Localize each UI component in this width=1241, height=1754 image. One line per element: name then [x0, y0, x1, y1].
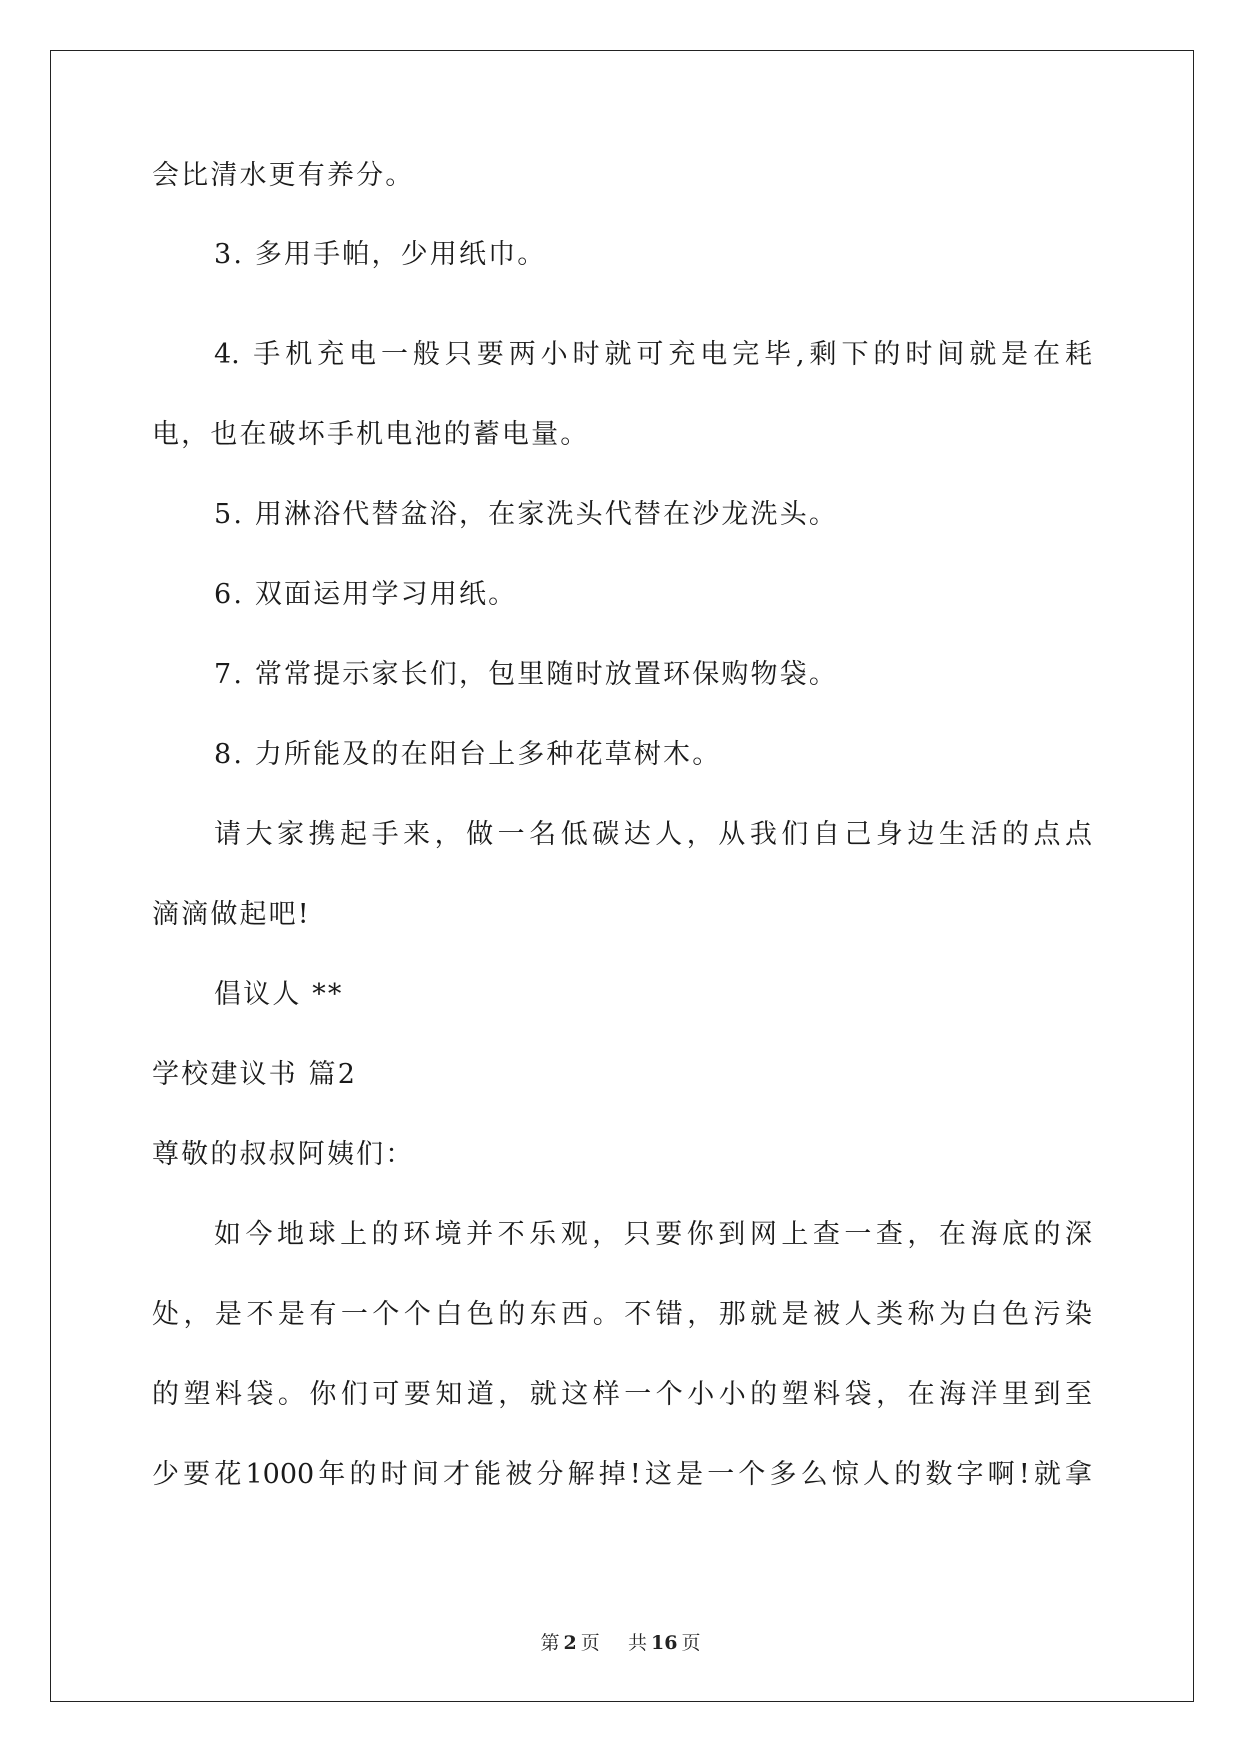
text-line-16: 的塑料袋。你们可要知道，就这样一个小小的塑料袋，在海洋里到至 — [152, 1379, 1092, 1410]
text-line-5: 5. 用淋浴代替盆浴，在家洗头代替在沙龙洗头。 — [214, 499, 839, 530]
salutation: 尊敬的叔叔阿姨们： — [152, 1139, 415, 1170]
text-line-15: 处，是不是有一个个白色的东西。不错，那就是被人类称为白色污染 — [152, 1299, 1092, 1330]
text-line-10: 滴滴做起吧! — [152, 899, 311, 930]
page-total: 16 — [650, 1632, 678, 1654]
page-label-prefix: 第 — [540, 1632, 560, 1654]
page-label-mid: 页 — [580, 1632, 600, 1654]
text-line-11: 倡议人 ** — [214, 979, 344, 1010]
page-footer — [0, 1630, 1241, 1656]
page-current: 2 — [563, 1632, 577, 1654]
text-line-14: 如今地球上的环境并不乐观，只要你到网上查一查，在海底的深 — [214, 1219, 1092, 1250]
page-total-prefix: 共 — [627, 1632, 647, 1654]
page-total-suffix: 页 — [681, 1632, 701, 1654]
text-line-2: 3. 多用手帕，少用纸巾。 — [214, 239, 547, 270]
text-line-1: 会比清水更有养分。 — [152, 160, 415, 191]
text-line-17: 少要花1000年的时间才能被分解掉!这是一个多么惊人的数字啊!就拿 — [152, 1459, 1092, 1490]
text-line-9: 请大家携起手来，做一名低碳达人，从我们自己身边生活的点点 — [214, 819, 1092, 850]
text-line-4: 电，也在破坏手机电池的蓄电量。 — [152, 419, 590, 450]
text-line-3: 4. 手机充电一般只要两小时就可充电完毕,剩下的时间就是在耗 — [214, 339, 1092, 370]
text-line-7: 7. 常常提示家长们，包里随时放置环保购物袋。 — [214, 659, 839, 690]
text-line-8: 8. 力所能及的在阳台上多种花草树木。 — [214, 739, 722, 770]
text-line-6: 6. 双面运用学习用纸。 — [214, 579, 518, 610]
section-heading: 学校建议书 篇2 — [152, 1059, 358, 1090]
